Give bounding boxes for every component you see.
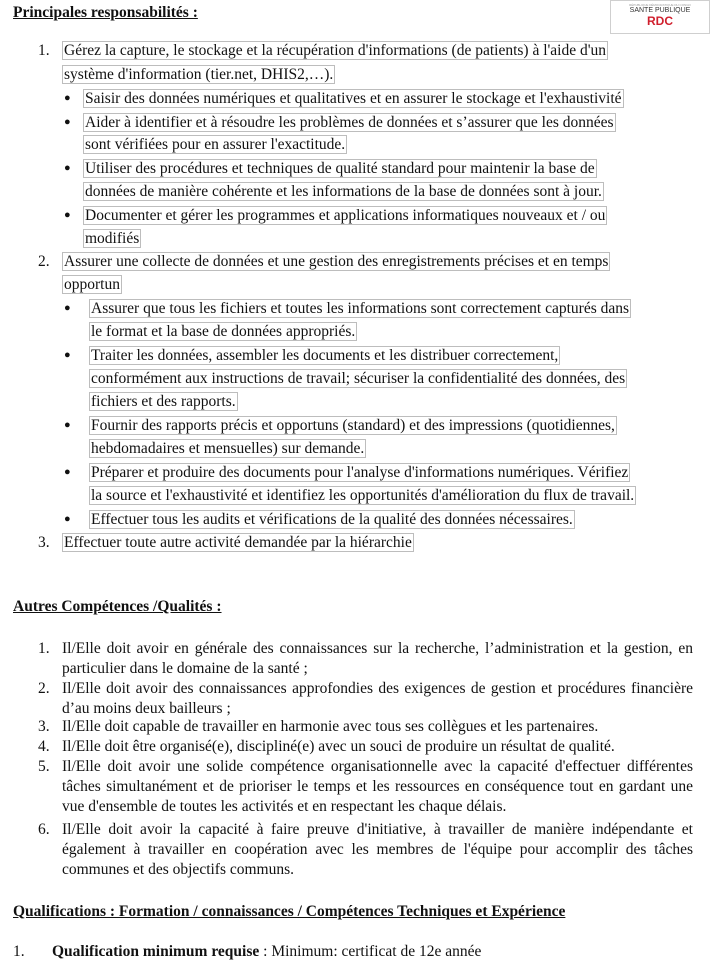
item-number: 1. bbox=[38, 640, 50, 657]
bullet-icon: ● bbox=[64, 116, 71, 128]
item-text-line: Gérez la capture, le stockage et la récupération d'informations (de patients) à l'aide d'un bbox=[64, 42, 607, 59]
item-number: 4. bbox=[38, 738, 50, 755]
item-text-line: opportun bbox=[64, 276, 120, 293]
bullet-icon: ● bbox=[64, 419, 71, 431]
item-number: 3. bbox=[38, 718, 50, 735]
bullet-icon: ● bbox=[64, 209, 71, 221]
qualification-value: : Minimum: certificat de 12e année bbox=[259, 943, 482, 960]
competence-text: Il/Elle doit avoir la capacité à faire preuve d'initiative, à travailler de manière indépendante et également à travailler en coopération avec les membres de l'équipe pour accomplir des tâches communes et des objectifs communs. bbox=[62, 821, 693, 878]
competence-text: Il/Elle doit avoir des connaissances approfondies des exigences de gestion et procédures financière d’au moins deux bailleurs ; bbox=[62, 680, 693, 717]
sante-publique-rdc-logo bbox=[610, 0, 710, 34]
item-number: 1. bbox=[13, 943, 25, 960]
item-number: 3. bbox=[38, 534, 50, 551]
bullet-text-line: hebdomadaires et mensuelles) sur demande. bbox=[91, 440, 365, 457]
bullet-text-line: la source et l'exhaustivité et identifiez les opportunités d'amélioration du flux de travail. bbox=[91, 487, 635, 504]
bullet-text-line: le format et la base de données appropriés. bbox=[91, 323, 356, 340]
bullet-icon: ● bbox=[64, 302, 71, 314]
bullet-text-line: données de manière cohérente et les informations de la base de données sont à jour. bbox=[85, 183, 602, 200]
bullet-text-line: Aider à identifier et à résoudre les problèmes de données et s’assurer que les données bbox=[85, 114, 614, 131]
bullet-text-line: fichiers et des rapports. bbox=[91, 393, 236, 410]
competence-text: Il/Elle doit capable de travailler en harmonie avec tous ses collègues et les partenaires. bbox=[62, 718, 599, 735]
bullet-text-line: Utiliser des procédures et techniques de qualité standard pour maintenir la base de bbox=[85, 160, 595, 177]
bullet-text-line: Documenter et gérer les programmes et applications informatiques nouveaux et / ou bbox=[85, 207, 606, 224]
item-number: 2. bbox=[38, 253, 50, 270]
item-text-line: système d'information (tier.net, DHIS2,…). bbox=[64, 66, 334, 83]
competence-text: Il/Elle doit être organisé(e), discipliné(e) avec un souci de produire un résultat de qualité. bbox=[62, 738, 615, 755]
bullet-icon: ● bbox=[64, 466, 71, 478]
bullet-text-line: conformément aux instructions de travail; sécuriser la confidentialité des données, des bbox=[91, 370, 626, 387]
item-text-line: Effectuer toute autre activité demandée par la hiérarchie bbox=[64, 534, 412, 551]
bullet-icon: ● bbox=[64, 162, 71, 174]
qualification-line bbox=[52, 941, 481, 962]
section-heading-competences: Autres Compétences /Qualités : bbox=[13, 598, 222, 615]
bullet-text-line: Effectuer tous les audits et vérifications de la qualité des données nécessaires. bbox=[91, 511, 573, 528]
bullet-icon: ● bbox=[64, 513, 71, 525]
logo-brand-text: RDC bbox=[647, 14, 673, 28]
bullet-text-line: modifiés bbox=[85, 230, 140, 247]
bullet-icon: ● bbox=[64, 92, 71, 104]
bullet-text-line: Assurer que tous les fichiers et toutes les informations sont correctement capturés dans bbox=[91, 300, 630, 317]
item-text-line: Assurer une collecte de données et une gestion des enregistrements précises et en temps bbox=[64, 253, 609, 270]
item-number: 1. bbox=[38, 42, 50, 59]
section-heading-qualifications: Qualifications : Formation / connaissances / Compétences Techniques et Expérience bbox=[13, 903, 566, 920]
competence-text: Il/Elle doit avoir en générale des connaissances sur la recherche, l’administration et la gestion, en particulier dans le domaine de la santé ; bbox=[62, 640, 693, 677]
logo-mid-text: SANTE PUBLIQUE bbox=[629, 7, 691, 14]
section-heading-responsabilites: Principales responsabilités : bbox=[13, 4, 198, 21]
item-number: 6. bbox=[38, 821, 50, 838]
bullet-text-line: Préparer et produire des documents pour l'analyse d'informations numériques. Vérifiez bbox=[91, 464, 629, 481]
bullet-text-line: sont vérifiées pour en assurer l'exactitude. bbox=[85, 136, 346, 153]
bullet-text-line: Fournir des rapports précis et opportuns (standard) et des impressions (quotidiennes, bbox=[91, 417, 615, 434]
qualification-label: Qualification minimum requise bbox=[52, 943, 260, 960]
logo-top-text: RÉPUBLIQUE DÉMOCRATIQUE DU CONGO bbox=[629, 3, 691, 7]
bullet-icon: ● bbox=[64, 349, 71, 361]
bullet-text-line: Saisir des données numériques et qualitatives et en assurer le stockage et l'exhaustivité bbox=[85, 90, 622, 107]
item-number: 2. bbox=[38, 680, 50, 697]
item-number: 5. bbox=[38, 758, 50, 775]
competence-text: Il/Elle doit avoir une solide compétence organisationnelle avec la capacité d'effectuer différentes tâches simultanément et de prioriser le temps et les ressources en conséquence tout en gardant une vue d'ensemble de toutes les activités et en respectant les chaque délais. bbox=[62, 758, 693, 815]
bullet-text-line: Traiter les données, assembler les documents et les distribuer correctement, bbox=[91, 347, 559, 364]
